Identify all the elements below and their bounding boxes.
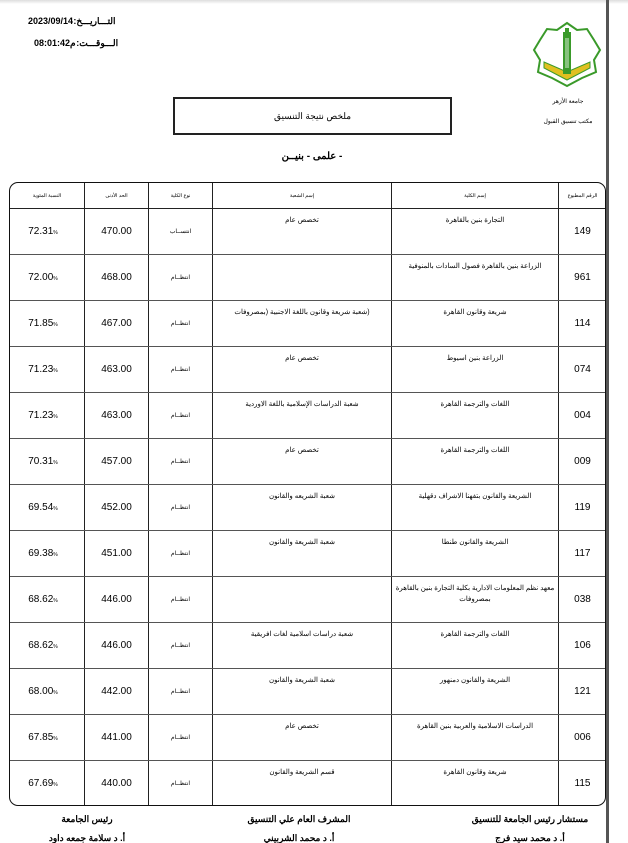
- cell-college: معهد نظم المعلومات الادارية بكلية التجارة بنين بالقاهرة بمصروفات: [392, 577, 559, 623]
- cell-college: الشريعة والقانون دمنهور: [392, 669, 559, 715]
- cell-min: 451.00: [85, 531, 149, 577]
- cell-type: انتظــام: [149, 255, 213, 301]
- percent-sign: %: [53, 736, 58, 742]
- percent-value: 67.85: [28, 732, 54, 743]
- cell-percent: [10, 255, 85, 301]
- col-percent: النسبة المئوية: [10, 183, 85, 209]
- date-label: التـــاريـــخ:: [73, 16, 116, 26]
- percent-sign: %: [53, 644, 58, 650]
- percent-sign: %: [53, 322, 58, 328]
- cell-type: انتظــام: [149, 531, 213, 577]
- cell-percent: [10, 393, 85, 439]
- table-row: [10, 715, 607, 761]
- col-type: نوع الكلية: [149, 183, 213, 209]
- cell-college: الزراعة بنين بالقاهرة فصول السادات بالمنوفية: [392, 255, 559, 301]
- cell-percent: [10, 485, 85, 531]
- cell-min: 463.00: [85, 347, 149, 393]
- cell-min: 470.00: [85, 209, 149, 255]
- percent-sign: %: [53, 552, 58, 558]
- report-subtitle: - علمى - بنيــن: [281, 151, 343, 162]
- signature-name: أ. د محمد سيد فرج: [495, 833, 565, 843]
- table-row: [10, 347, 607, 393]
- cell-division: تخصص عام: [213, 347, 392, 393]
- date-value: 2023/09/14: [28, 16, 74, 26]
- cell-college: شريعة وقانون القاهرة: [392, 761, 559, 807]
- percent-sign: %: [53, 690, 58, 696]
- cell-division: تخصص عام: [213, 439, 392, 485]
- signature-role: المشرف العام علي التنسيق: [247, 814, 351, 824]
- cell-code: 106: [559, 623, 607, 669]
- cell-code: 006: [559, 715, 607, 761]
- cell-code: 004: [559, 393, 607, 439]
- signature-role: مستشار رئيس الجامعة للتنسيق: [471, 814, 589, 824]
- cell-min: 441.00: [85, 715, 149, 761]
- cell-division: شعبة الشريعه والقانون: [213, 485, 392, 531]
- cell-percent: [10, 715, 85, 761]
- cell-division: تخصص عام: [213, 715, 392, 761]
- page-edge: [606, 0, 609, 843]
- cell-type: انتظــام: [149, 669, 213, 715]
- time-line: [34, 38, 118, 49]
- report-title: ملخص نتيجة التنسيق: [173, 97, 452, 135]
- cell-code: 121: [559, 669, 607, 715]
- percent-value: 68.62: [28, 594, 54, 605]
- signature-supervisor: [214, 814, 384, 843]
- percent-sign: %: [53, 414, 58, 420]
- cell-code: 038: [559, 577, 607, 623]
- cell-type: انتظــام: [149, 623, 213, 669]
- percent-value: 69.54: [28, 502, 54, 513]
- cell-min: 452.00: [85, 485, 149, 531]
- cell-type: انتظــام: [149, 715, 213, 761]
- cell-percent: [10, 761, 85, 807]
- cell-college: اللغات والترجمة القاهرة: [392, 623, 559, 669]
- table-row: [10, 531, 607, 577]
- cell-percent: [10, 669, 85, 715]
- percent-value: 68.00: [28, 686, 54, 697]
- signature-president: [2, 814, 172, 843]
- cell-college: الدراسات الاسلامية والعربية بنين القاهرة: [392, 715, 559, 761]
- signature-name: أ. د سلامة جمعه داود: [48, 833, 126, 843]
- cell-division: [213, 577, 392, 623]
- cell-code: 074: [559, 347, 607, 393]
- percent-value: 68.62: [28, 640, 54, 651]
- cell-min: 442.00: [85, 669, 149, 715]
- table-header: [10, 183, 607, 209]
- cell-percent: [10, 531, 85, 577]
- time-label: الـــوقـــت:: [76, 38, 119, 48]
- cell-code: 117: [559, 531, 607, 577]
- cell-college: التجارة بنين بالقاهرة: [392, 209, 559, 255]
- cell-code: 149: [559, 209, 607, 255]
- cell-type: انتظــام: [149, 485, 213, 531]
- cell-division: قسم الشريعة والقانون: [213, 761, 392, 807]
- cell-percent: [10, 577, 85, 623]
- results-table-frame: [9, 182, 606, 806]
- cell-min: 446.00: [85, 623, 149, 669]
- percent-value: 70.31: [28, 456, 54, 467]
- cell-code: 961: [559, 255, 607, 301]
- cell-min: 468.00: [85, 255, 149, 301]
- cell-min: 457.00: [85, 439, 149, 485]
- cell-type: انتظــام: [149, 301, 213, 347]
- university-logo: [532, 20, 602, 88]
- col-division: إسم الشعبة: [213, 183, 392, 209]
- cell-percent: [10, 301, 85, 347]
- percent-value: 71.85: [28, 318, 54, 329]
- cell-division: (شعبة شريعة وقانون باللغة الاجنبية (بمصروفات: [213, 301, 392, 347]
- cell-type: انتظــام: [149, 577, 213, 623]
- cell-percent: [10, 439, 85, 485]
- cell-percent: [10, 347, 85, 393]
- cell-college: الشريعة والقانون طنطا: [392, 531, 559, 577]
- cell-college: الشريعة والقانون بتفهنا الاشراف دقهلية: [392, 485, 559, 531]
- cell-division: شعبة دراسات اسلامية لغات افريقية: [213, 623, 392, 669]
- cell-min: 467.00: [85, 301, 149, 347]
- cell-type: انتظــام: [149, 393, 213, 439]
- cell-college: اللغات والترجمة القاهرة: [392, 439, 559, 485]
- cell-college: اللغات والترجمة القاهرة: [392, 393, 559, 439]
- cell-college: شريعة وقانون القاهرة: [392, 301, 559, 347]
- cell-division: تخصص عام: [213, 209, 392, 255]
- percent-sign: %: [53, 368, 58, 374]
- cell-code: 115: [559, 761, 607, 807]
- cell-division: شعبة الشريعة والقانون: [213, 669, 392, 715]
- percent-value: 72.00: [28, 272, 54, 283]
- org-name: جامعة الأزهر: [552, 99, 584, 105]
- cell-code: 009: [559, 439, 607, 485]
- cell-code: 119: [559, 485, 607, 531]
- results-table: [9, 182, 606, 806]
- cell-division: شعبة الدراسات الإسلامية باللغة الاوردية: [213, 393, 392, 439]
- time-value: م08:01:42: [34, 38, 76, 48]
- signature-role: رئيس الجامعة: [61, 814, 113, 824]
- cell-code: 114: [559, 301, 607, 347]
- org-office: مكتب تنسيق القبول: [543, 119, 593, 125]
- col-code: الرقم المطبوع: [559, 183, 607, 209]
- table-row: [10, 577, 607, 623]
- cell-type: انتظــام: [149, 439, 213, 485]
- percent-sign: %: [53, 506, 58, 512]
- table-row: [10, 255, 607, 301]
- cell-college: الزراعة بنين اسيوط: [392, 347, 559, 393]
- cell-division: [213, 255, 392, 301]
- cell-percent: [10, 209, 85, 255]
- table-row: [10, 761, 607, 807]
- percent-value: 71.23: [28, 410, 54, 421]
- percent-value: 72.31: [28, 226, 54, 237]
- col-college: إسم الكلية: [392, 183, 559, 209]
- table-row: [10, 393, 607, 439]
- date-line: [28, 16, 116, 27]
- table-row: [10, 485, 607, 531]
- cell-type: انتظــام: [149, 347, 213, 393]
- cell-percent: [10, 623, 85, 669]
- percent-sign: %: [53, 276, 58, 282]
- cell-min: 463.00: [85, 393, 149, 439]
- table-row: [10, 439, 607, 485]
- table-row: [10, 623, 607, 669]
- percent-value: 69.38: [28, 548, 54, 559]
- cell-type: انتظــام: [149, 761, 213, 807]
- col-min: الحد الأدنى: [85, 183, 149, 209]
- cell-type: انتســاب: [149, 209, 213, 255]
- percent-sign: %: [53, 598, 58, 604]
- table-row: [10, 209, 607, 255]
- signature-name: أ. د محمد الشربيني: [263, 833, 335, 843]
- percent-value: 71.23: [28, 364, 54, 375]
- top-shadow: [0, 0, 628, 4]
- table-row: [10, 669, 607, 715]
- percent-sign: %: [53, 460, 58, 466]
- percent-value: 67.69: [28, 778, 54, 789]
- percent-sign: %: [53, 230, 58, 236]
- cell-min: 440.00: [85, 761, 149, 807]
- cell-division: شعبة الشريعة والقانون: [213, 531, 392, 577]
- table-row: [10, 301, 607, 347]
- cell-min: 446.00: [85, 577, 149, 623]
- percent-sign: %: [53, 782, 58, 788]
- signature-coordinator: [445, 814, 615, 843]
